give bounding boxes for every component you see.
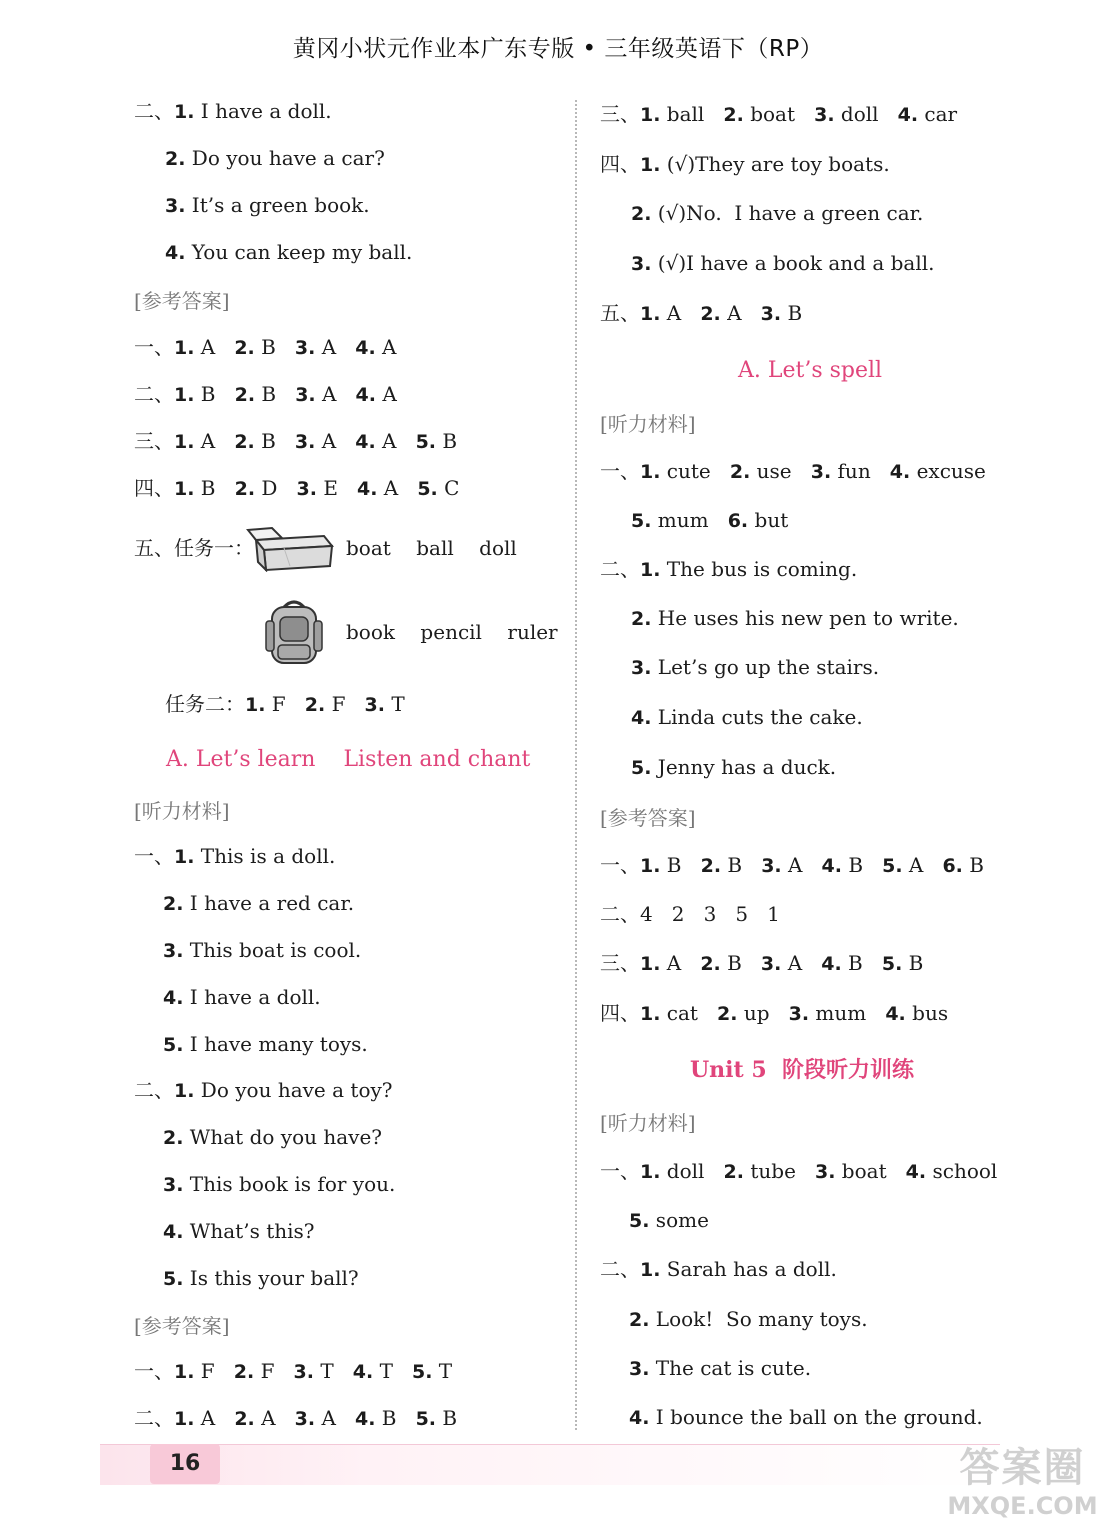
item-number: 1.	[640, 953, 661, 975]
item-number: 5.	[882, 855, 903, 877]
item-text: Let’s go up the stairs.	[651, 655, 880, 679]
item-text: I have a doll.	[194, 99, 332, 123]
listen-line	[134, 843, 335, 870]
item-number: 2.	[700, 953, 721, 975]
item-number: 4.	[885, 1003, 906, 1025]
item-number: 1.	[174, 1408, 195, 1430]
item-answer: ball	[660, 102, 724, 126]
item-answer: some	[649, 1208, 709, 1232]
item-number: 2.	[304, 694, 326, 716]
item-number: 4.	[357, 478, 378, 500]
item-text: He uses his new pen to write.	[651, 606, 959, 630]
item-answer: tube	[743, 1159, 815, 1183]
item-answer: B	[841, 853, 883, 877]
section-title-learn: A. Let’s learn Listen and chant	[166, 747, 531, 772]
item-number: 2.	[234, 1408, 255, 1430]
answer-row	[134, 1405, 457, 1432]
page-header: 黄冈小状元作业本广东专版 • 三年级英语下（RP）	[292, 36, 824, 62]
item-number: 6.	[727, 510, 749, 532]
item-number: 5.	[881, 953, 903, 975]
item-answer: T	[384, 692, 405, 716]
item-number: 2.	[631, 203, 652, 225]
item-answer: T	[432, 1359, 453, 1383]
item-number: 4.	[354, 1408, 376, 1430]
item-text: Jenny has a duck.	[651, 755, 837, 779]
item-number: 1.	[640, 303, 661, 325]
item-number: 5.	[412, 1361, 433, 1383]
task-one-words-2: book pencil ruler	[346, 620, 558, 644]
item-answer: F	[265, 692, 305, 716]
item-text: Do you have a toy?	[194, 1078, 393, 1102]
item-number: 1.	[640, 154, 661, 176]
item-number: 5.	[415, 431, 437, 453]
footer-band	[100, 1444, 1000, 1485]
item-text: It’s a green book.	[185, 193, 370, 217]
listen-line	[165, 239, 412, 266]
item-text: Is this your ball?	[183, 1266, 359, 1290]
listen-line	[163, 1265, 359, 1292]
item-number: 1.	[640, 461, 661, 483]
answer-line	[631, 200, 923, 227]
item-answer: A	[315, 335, 356, 359]
item-number: 1.	[174, 1080, 195, 1102]
item-number: 1.	[640, 1003, 661, 1025]
item-answer: B	[781, 301, 803, 325]
item-answer: B	[375, 1406, 416, 1430]
listen-line	[631, 605, 959, 632]
answer-line	[600, 151, 890, 178]
item-answer: B	[255, 382, 296, 406]
item-text: This is a doll.	[194, 844, 336, 868]
item-answer: B	[254, 335, 295, 359]
listen-line	[163, 1218, 315, 1245]
item-answer: B	[194, 382, 235, 406]
item-answer: D	[255, 476, 297, 500]
item-answer: A	[194, 1406, 235, 1430]
item-number: 3.	[629, 1358, 650, 1380]
item-number: 1.	[174, 337, 195, 359]
item-number: 1.	[174, 478, 195, 500]
item-prefix: 二、	[134, 382, 174, 406]
answer-row	[600, 950, 923, 977]
item-number: 4.	[355, 431, 376, 453]
item-answer: B	[194, 476, 235, 500]
item-prefix: 一、	[134, 1359, 174, 1383]
item-number: 4.	[897, 104, 919, 126]
item-answer: F	[254, 1359, 294, 1383]
item-answer: A	[315, 429, 356, 453]
item-number: 2.	[233, 1361, 255, 1383]
item-prefix: 一、	[134, 844, 174, 868]
item-number: 3.	[293, 1361, 314, 1383]
item-text: I have a red car.	[183, 891, 355, 915]
item-text: I have a doll.	[183, 985, 321, 1009]
item-text: Linda cuts the cake.	[651, 705, 863, 729]
item-number: 1.	[640, 1259, 661, 1281]
item-number: 1.	[174, 846, 195, 868]
item-prefix: 二、	[134, 1078, 174, 1102]
answer-row	[600, 852, 984, 879]
item-prefix: 一、	[134, 335, 174, 359]
item-number: 3.	[760, 303, 782, 325]
listen-line	[163, 937, 361, 964]
item-number: 5.	[629, 1210, 650, 1232]
item-answer: doll	[660, 1159, 724, 1183]
task-one-words: boat ball doll	[346, 536, 517, 560]
item-prefix: 三、	[600, 951, 640, 975]
item-prefix: 一、	[600, 459, 640, 483]
item-answer: school	[926, 1159, 998, 1183]
item-number: 3.	[294, 1408, 316, 1430]
item-number: 2.	[234, 337, 255, 359]
listen-line	[163, 1171, 395, 1198]
item-prefix: 五、	[600, 301, 640, 325]
item-number: 5.	[415, 1408, 437, 1430]
item-number: 3.	[163, 1174, 184, 1196]
item-prefix: 四、	[600, 1001, 640, 1025]
item-text: The bus is coming.	[660, 557, 858, 581]
listen-line	[163, 984, 321, 1011]
item-number: 1.	[174, 384, 195, 406]
item-answer: excuse	[910, 459, 986, 483]
item-answer: B	[660, 853, 701, 877]
listen-row	[600, 1158, 997, 1185]
item-number: 2.	[234, 431, 255, 453]
item-number: 1.	[640, 104, 661, 126]
listening-material-label: [听力材料]	[600, 412, 696, 436]
listening-material-label: [听力材料]	[134, 799, 230, 823]
item-number: 1.	[640, 855, 661, 877]
item-text: (√)I have a book and a ball.	[651, 251, 935, 275]
listen-row	[631, 507, 788, 534]
item-number: 2.	[723, 104, 744, 126]
item-answer: B	[436, 429, 458, 453]
item-text: You can keep my ball.	[185, 240, 413, 264]
item-number: 4.	[165, 242, 186, 264]
item-answer: A	[720, 301, 761, 325]
item-answer: use	[750, 459, 811, 483]
item-answer: A	[375, 429, 416, 453]
box-icon	[244, 526, 336, 572]
item-answer: A	[315, 382, 356, 406]
item-answer: car	[918, 102, 958, 126]
item-number: 5.	[417, 478, 438, 500]
item-number: 4.	[163, 987, 184, 1009]
item-number: 2.	[717, 1003, 738, 1025]
item-answer: A	[781, 951, 822, 975]
item-text: Do you have a car?	[185, 146, 385, 170]
answer-row	[600, 101, 957, 128]
item-number: 2.	[629, 1309, 650, 1331]
item-answer: doll	[834, 102, 898, 126]
watermark-logo	[935, 1445, 1110, 1531]
listen-line	[134, 98, 332, 125]
listen-line	[163, 1031, 368, 1058]
item-number: 4.	[889, 461, 911, 483]
task-one-label: 五、任务一：	[134, 536, 254, 560]
item-answer: B	[902, 951, 924, 975]
item-number: 4.	[629, 1407, 650, 1429]
answer-row	[600, 300, 802, 327]
listen-row	[629, 1207, 709, 1234]
item-answer: B	[721, 853, 762, 877]
item-prefix: 一、	[600, 1159, 640, 1183]
column-divider	[575, 100, 577, 1430]
listening-material-label: [听力材料]	[600, 1111, 696, 1135]
item-number: 3.	[631, 657, 652, 679]
item-answer: A	[377, 476, 418, 500]
item-answer: T	[373, 1359, 412, 1383]
item-number: 3.	[295, 384, 316, 406]
item-text: Sarah has a doll.	[660, 1257, 837, 1281]
section-title-unit5: Unit 5 阶段听力训练	[690, 1057, 914, 1083]
item-number: 3.	[761, 855, 782, 877]
item-answer: A	[660, 301, 701, 325]
task-two-row	[165, 691, 405, 718]
item-number: 2.	[729, 461, 751, 483]
item-text: The cat is cute.	[649, 1356, 812, 1380]
item-number: 4.	[352, 1361, 374, 1383]
item-answer: up	[737, 1001, 789, 1025]
item-text: This book is for you.	[183, 1172, 396, 1196]
item-answer: A	[254, 1406, 295, 1430]
item-answer: mum	[651, 508, 728, 532]
item-number: 2.	[723, 1161, 744, 1183]
watermark-url: MXQE.COM	[947, 1492, 1098, 1520]
listen-line	[165, 145, 385, 172]
item-answer: B	[436, 1406, 458, 1430]
item-number: 1.	[174, 431, 195, 453]
item-number: 2.	[700, 303, 721, 325]
item-number: 3.	[294, 431, 316, 453]
item-number: 6.	[942, 855, 963, 877]
item-text: I bounce the ball on the ground.	[649, 1405, 983, 1429]
listen-line	[165, 192, 370, 219]
listen-line	[600, 1256, 837, 1283]
item-prefix: 二、	[600, 1257, 640, 1281]
listen-line	[631, 704, 863, 731]
item-answer: B	[720, 951, 761, 975]
answer-row	[600, 1000, 948, 1027]
item-answer: boat	[743, 102, 815, 126]
page-number: 16	[150, 1444, 220, 1484]
item-number: 3.	[814, 1161, 836, 1183]
listen-line	[163, 890, 354, 917]
item-number: 1.	[640, 1161, 661, 1183]
item-number: 5.	[163, 1034, 184, 1056]
item-answer: A	[315, 1406, 355, 1430]
item-number: 1.	[245, 694, 266, 716]
item-number: 2.	[631, 608, 652, 630]
item-answer: A	[781, 853, 822, 877]
item-number: 3.	[294, 337, 316, 359]
item-answer: A	[194, 429, 235, 453]
reference-answers-label: [参考答案]	[134, 1314, 230, 1338]
answer-line	[631, 250, 934, 277]
listen-line	[134, 1077, 393, 1104]
item-number: 3.	[814, 104, 835, 126]
listen-line	[629, 1355, 811, 1382]
item-prefix: 三、	[600, 102, 640, 126]
item-answer: A	[660, 951, 701, 975]
item-number: 2.	[165, 148, 186, 170]
item-answer: A	[375, 382, 397, 406]
item-answer: B	[841, 951, 882, 975]
item-number: 4.	[905, 1161, 927, 1183]
listen-line	[629, 1306, 868, 1333]
item-number: 3.	[364, 694, 385, 716]
item-number: 3.	[165, 195, 186, 217]
item-answer: A	[375, 335, 397, 359]
item-number: 3.	[788, 1003, 810, 1025]
item-number: 2.	[234, 478, 256, 500]
item-prefix: 二、	[134, 99, 174, 123]
item-answer: C	[437, 476, 460, 500]
answer-row	[134, 475, 459, 502]
listen-line	[631, 654, 879, 681]
watermark-title: 答案圈	[959, 1445, 1086, 1491]
item-answer: fun	[831, 459, 890, 483]
item-prefix: 二、	[134, 1406, 174, 1430]
item-prefix: 二、	[600, 557, 640, 581]
item-number: 4.	[163, 1221, 184, 1243]
item-answer: E	[316, 476, 357, 500]
item-answer: bus	[905, 1001, 949, 1025]
listen-row	[600, 458, 986, 485]
reference-answers-label: [参考答案]	[134, 289, 230, 313]
listen-line	[631, 754, 836, 781]
item-answer: B	[962, 853, 984, 877]
listen-line	[629, 1404, 983, 1431]
item-prefix: 四、	[134, 476, 174, 500]
item-answer: T	[313, 1359, 353, 1383]
answer-row	[134, 334, 397, 361]
item-text: (√)They are toy boats.	[660, 152, 890, 176]
item-prefix: 三、	[134, 429, 174, 453]
item-number: 5.	[631, 510, 652, 532]
item-number: 3.	[760, 953, 782, 975]
item-answer: F	[194, 1359, 234, 1383]
listen-line	[163, 1124, 382, 1151]
item-number: 3.	[163, 940, 184, 962]
answer-row	[134, 428, 457, 455]
item-number: 2.	[163, 1127, 184, 1149]
item-answer: B	[254, 429, 295, 453]
item-number: 1.	[640, 559, 661, 581]
answer-row: 二、4 2 3 5 1	[600, 902, 780, 926]
item-answer: F	[325, 692, 365, 716]
item-answer: cat	[660, 1001, 718, 1025]
item-prefix: 一、	[600, 853, 640, 877]
item-number: 3.	[296, 478, 317, 500]
item-text: This boat is cool.	[183, 938, 362, 962]
item-prefix: 四、	[600, 152, 640, 176]
answer-row	[134, 1358, 452, 1385]
item-text: What do you have?	[183, 1125, 383, 1149]
item-number: 1.	[174, 101, 195, 123]
item-number: 3.	[810, 461, 832, 483]
item-number: 1.	[174, 1361, 195, 1383]
item-number: 4.	[821, 953, 842, 975]
item-number: 2.	[234, 384, 256, 406]
backpack-icon	[262, 597, 326, 669]
item-answer: mum	[809, 1001, 886, 1025]
item-text: (√)No. I have a green car.	[651, 201, 924, 225]
item-number: 5.	[631, 757, 652, 779]
reference-answers-label: [参考答案]	[600, 806, 696, 830]
item-answer: cute	[660, 459, 730, 483]
item-number: 5.	[163, 1268, 184, 1290]
item-answer: A	[902, 853, 943, 877]
item-answer: boat	[835, 1159, 906, 1183]
item-number: 4.	[821, 855, 842, 877]
answer-row	[134, 381, 397, 408]
item-text: Look! So many toys.	[649, 1307, 868, 1331]
item-number: 4.	[631, 707, 652, 729]
item-number: 3.	[631, 253, 652, 275]
item-number: 2.	[700, 855, 722, 877]
item-prefix: 任务二：	[165, 692, 245, 716]
item-number: 4.	[355, 384, 376, 406]
item-number: 4.	[355, 337, 376, 359]
item-answer: A	[194, 335, 235, 359]
item-answer: but	[748, 508, 789, 532]
item-number: 2.	[163, 893, 184, 915]
item-text: I have many toys.	[183, 1032, 368, 1056]
item-text: What’s this?	[183, 1219, 315, 1243]
section-title-spell: A. Let’s spell	[738, 358, 883, 383]
listen-line	[600, 556, 857, 583]
